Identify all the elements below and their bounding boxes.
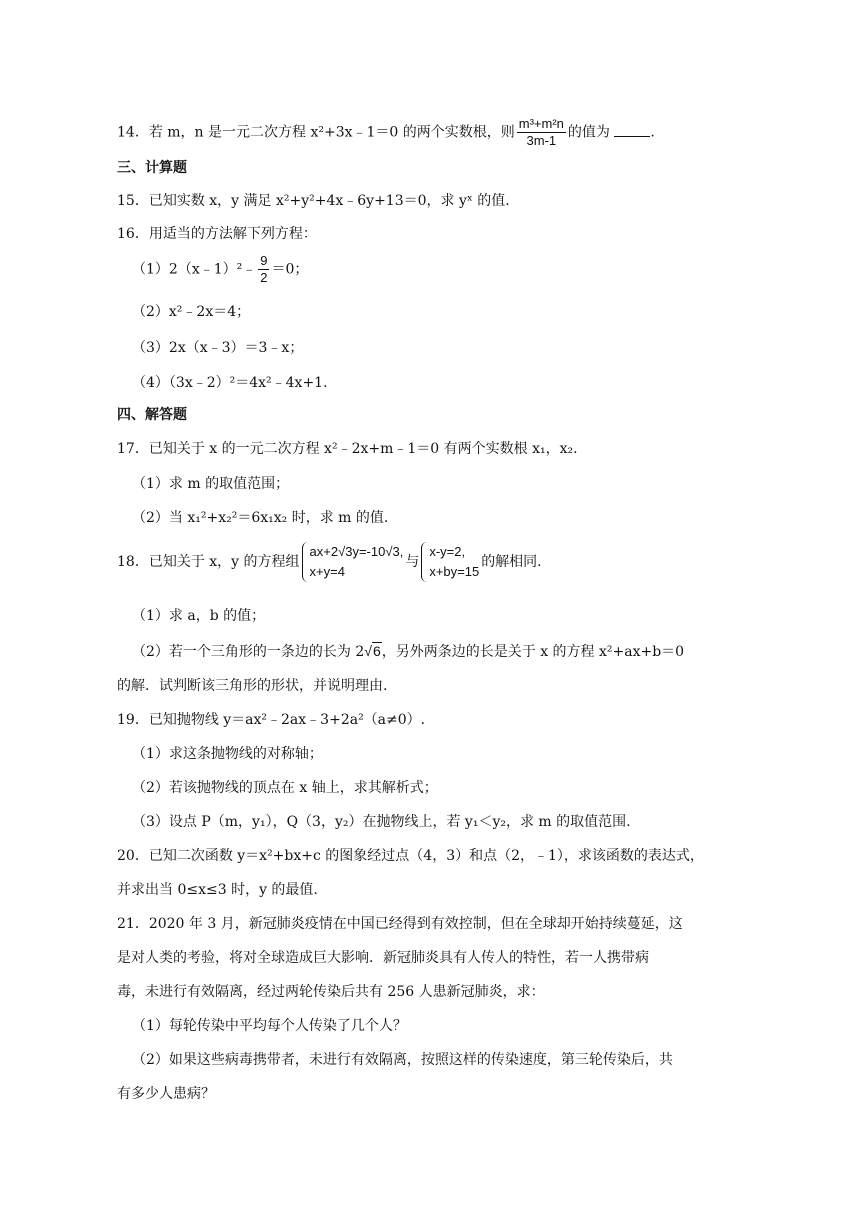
question-16-3: （3）2x（x﹣3）＝3﹣x； bbox=[132, 340, 304, 356]
question-17-1: （1）求 m 的取值范围； bbox=[132, 476, 290, 492]
question-21-2-cont: 有多少人患病？ bbox=[117, 1086, 215, 1102]
question-16-1: （1）2（x﹣1）²﹣ $\frac{9}{2}$ ＝0； bbox=[132, 253, 309, 285]
question-19-1: （1）求这条抛物线的对称轴； bbox=[132, 746, 323, 762]
question-20: 20．已知二次函数 y＝x²+bx+c 的图象经过点（4，3）和点（2，﹣1），求该函数的表达式， bbox=[117, 848, 704, 864]
question-21-cont-1: 是对人类的考验，将对全球造成巨大影响．新冠肺炎具有人传人的特性，若一人携带病 bbox=[117, 950, 649, 966]
question-21-1: （1）每轮传染中平均每个人传染了几个人？ bbox=[132, 1018, 407, 1034]
question-17-2: （2）当 x₁²+x₂²＝6x₁x₂ 时，求 m 的值. bbox=[132, 510, 389, 526]
q18-system-2: x-y=2, x+by=15 bbox=[421, 542, 479, 582]
question-21: 21．2020 年 3 月，新冠肺炎疫情在中国已经得到有效控制，但在全球却开始持续蔓延，这 bbox=[117, 916, 683, 932]
q16-1-fraction: $\frac{9}{2}$ bbox=[260, 253, 268, 285]
question-18-2: （2）若一个三角形的一条边的长为 2√6，另外两条边的长是关于 x 的方程 x²+ax+b＝0 bbox=[132, 643, 685, 660]
question-16: 16．用适当的方法解下列方程： bbox=[117, 226, 317, 242]
sqrt-symbol: √6 bbox=[364, 643, 381, 659]
question-18: 18．已知关于 x，y 的方程组 ax+2√3y=-10√3, x+y=4 与 x-y=2, x+by=15 的解相同. bbox=[117, 542, 542, 582]
question-19-3: （3）设点 P（m，y₁），Q（3，y₂）在抛物线上，若 y₁＜y₂，求 m 的取值范围. bbox=[132, 814, 631, 830]
q14-text: 14．若 m，n 是一元二次方程 x²+3x﹣1＝0 的两个实数根，则 bbox=[117, 124, 515, 141]
section-heading-4: 四、解答题 bbox=[117, 407, 187, 423]
question-18-1: （1）求 a，b 的值； bbox=[132, 608, 266, 624]
section-heading-3: 三、计算题 bbox=[117, 160, 187, 176]
question-18-2-cont: 的解．试判断该三角形的形状，并说明理由. bbox=[117, 678, 388, 694]
q18-system-1: ax+2√3y=-10√3, x+y=4 bbox=[302, 542, 404, 582]
q14-fraction: $\frac{\text{m³+m²n}}{3m-1}$ bbox=[518, 116, 564, 148]
question-14: 14．若 m，n 是一元二次方程 x²+3x﹣1＝0 的两个实数根，则 $\frac{\text{m³+m²n}}{3m-1}$ 的值为 . bbox=[117, 116, 655, 148]
question-21-cont-2: 毒，未进行有效隔离，经过两轮传染后共有 256 人患新冠肺炎，求： bbox=[117, 984, 545, 1000]
question-19-2: （2）若该抛物线的顶点在 x 轴上，求其解析式； bbox=[132, 780, 438, 796]
question-20-cont: 并求出当 0≤x≤3 时，y 的最值. bbox=[117, 882, 318, 898]
question-16-2: （2）x²﹣2x＝4； bbox=[132, 304, 251, 320]
question-21-2: （2）如果这些病毒携带者，未进行有效隔离，按照这样的传染速度，第三轮传染后，共 bbox=[132, 1052, 673, 1068]
answer-blank bbox=[614, 124, 650, 137]
question-16-4: （4）（3x﹣2）²＝4x²﹣4x+1. bbox=[132, 375, 328, 391]
question-19: 19．已知抛物线 y＝ax²﹣2ax﹣3+2a²（a≠0）. bbox=[117, 712, 426, 728]
question-15: 15．已知实数 x，y 满足 x²+y²+4x﹣6y+13＝0，求 yˣ 的值. bbox=[117, 193, 510, 209]
question-17: 17．已知关于 x 的一元二次方程 x²﹣2x+m﹣1＝0 有两个实数根 x₁，x₂. bbox=[117, 441, 578, 457]
